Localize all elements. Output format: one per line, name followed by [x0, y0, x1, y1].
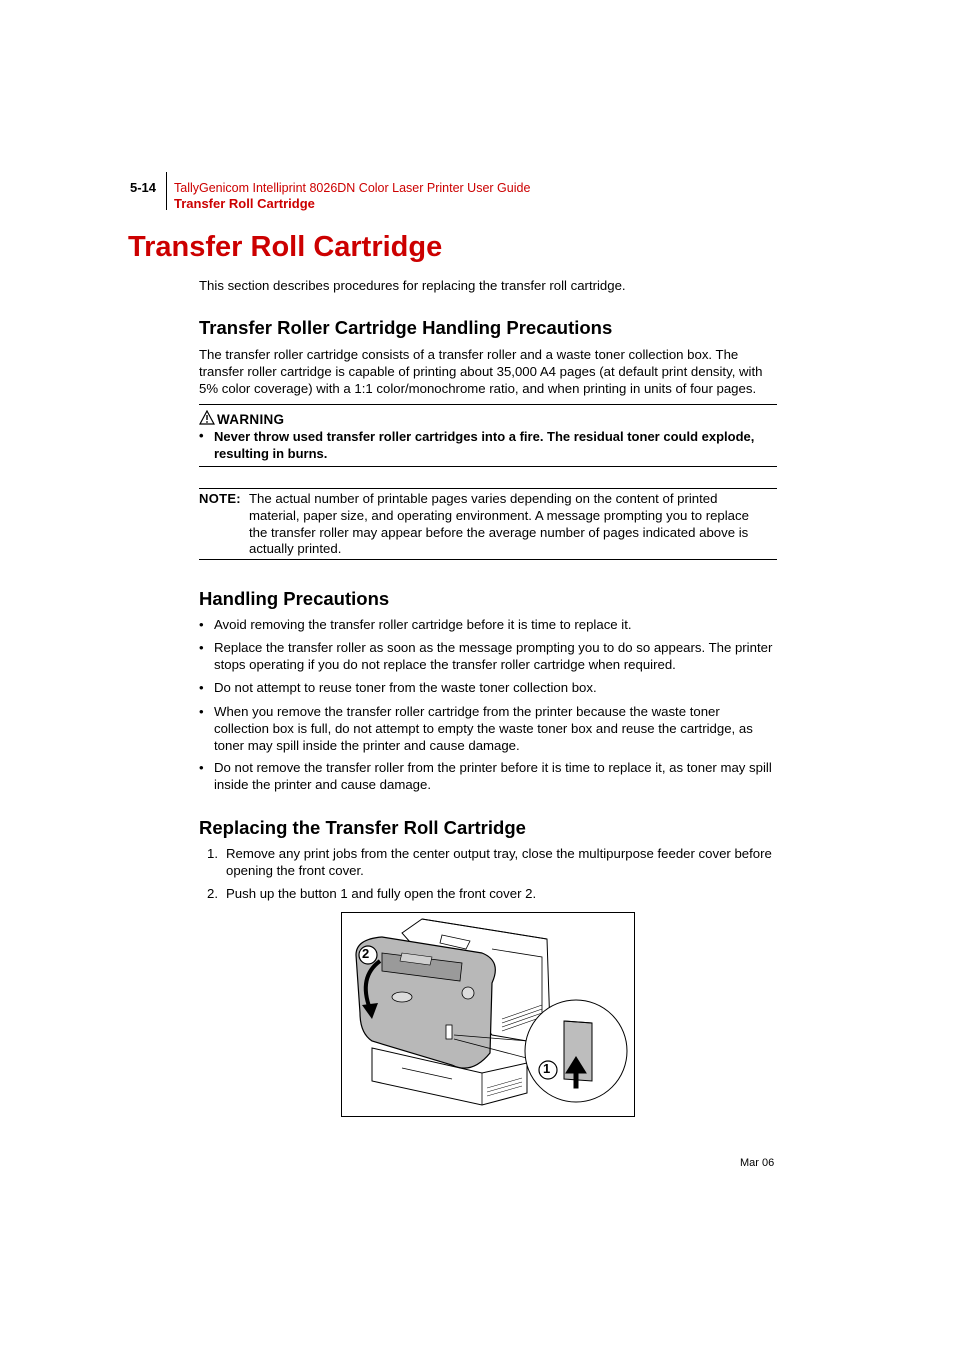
warning-bottom-rule — [199, 466, 777, 467]
bullet-mark: • — [199, 640, 204, 655]
handling-precautions-paragraph: The transfer roller cartridge consists of a transfer roller and a waste toner collection box. The transfer roller cartridge is capable of printing about 35,000 A4 pages (at default print density, with 5% color coverage) with a 1:1 color/monochrome ratio, and when printing in units of four pages. — [199, 347, 763, 396]
guide-title: TallyGenicom Intelliprint 8026DN Color Laser Printer User Guide — [174, 181, 531, 195]
section-heading-handling-precautions: Transfer Roller Cartridge Handling Precautions — [199, 317, 613, 338]
bullet-mark: • — [199, 680, 204, 695]
header-section-title: Transfer Roll Cartridge — [174, 196, 315, 211]
list-item-text: When you remove the transfer roller cartridge from the printer because the waste toner collection box is full, do not attempt to empty the waste toner box and reuse the cartridge, as toner may spill inside the printer and cause damage. — [214, 704, 753, 753]
note-text: The actual number of printable pages varies depending on the content of printed material, paper size, and operating environment. A message prompting you to replace the transfer roller may appear before the average number of pages indicated above is actually printed. — [249, 491, 749, 557]
warning-text: Never throw used transfer roller cartridges into a fire. The residual toner could explode, resulting in burns. — [214, 429, 755, 461]
note-bottom-rule — [199, 559, 777, 560]
bullet-mark: • — [199, 760, 204, 775]
list-item-text: Replace the transfer roller as soon as the message prompting you to do so appears. The printer stops operating if you do not replace the transfer roller cartridge when required. — [214, 640, 773, 672]
page-title: Transfer Roll Cartridge — [128, 231, 443, 263]
step-number: 2. — [207, 886, 218, 901]
intro-text: This section describes procedures for replacing the transfer roll cartridge. — [199, 278, 626, 293]
warning-bullet: • — [199, 428, 204, 443]
list-item-text: Do not attempt to reuse toner from the waste toner collection box. — [214, 680, 597, 695]
callout-2: 2 — [362, 946, 370, 961]
note-label: NOTE: — [199, 491, 241, 506]
warning-label: WARNING — [217, 411, 285, 427]
warning-top-rule — [199, 404, 777, 405]
header-divider — [166, 172, 167, 210]
page-number: 5-14 — [130, 180, 157, 195]
note-top-rule — [199, 488, 777, 489]
warning-heading — [199, 410, 284, 428]
printer-illustration — [341, 912, 635, 1117]
printer-drawing — [342, 913, 634, 1116]
callout-1: 1 — [543, 1061, 551, 1076]
section-heading-replacing: Replacing the Transfer Roll Cartridge — [199, 817, 526, 838]
warning-triangle-icon — [199, 410, 217, 428]
bullet-mark: • — [199, 617, 204, 632]
bullet-mark: • — [199, 704, 204, 719]
footer-date: Mar 06 — [740, 1157, 775, 1169]
step-text: Push up the button 1 and fully open the front cover 2. — [226, 886, 537, 901]
list-item-text: Do not remove the transfer roller from the printer before it is time to replace it, as toner may spill inside the printer and cause damage. — [214, 760, 772, 792]
section-heading-handling: Handling Precautions — [199, 588, 390, 609]
step-number: 1. — [207, 846, 218, 861]
list-item-text: Avoid removing the transfer roller cartridge before it is time to replace it. — [214, 617, 632, 632]
step-text: Remove any print jobs from the center output tray, close the multipurpose feeder cover before opening the front cover. — [226, 846, 772, 878]
